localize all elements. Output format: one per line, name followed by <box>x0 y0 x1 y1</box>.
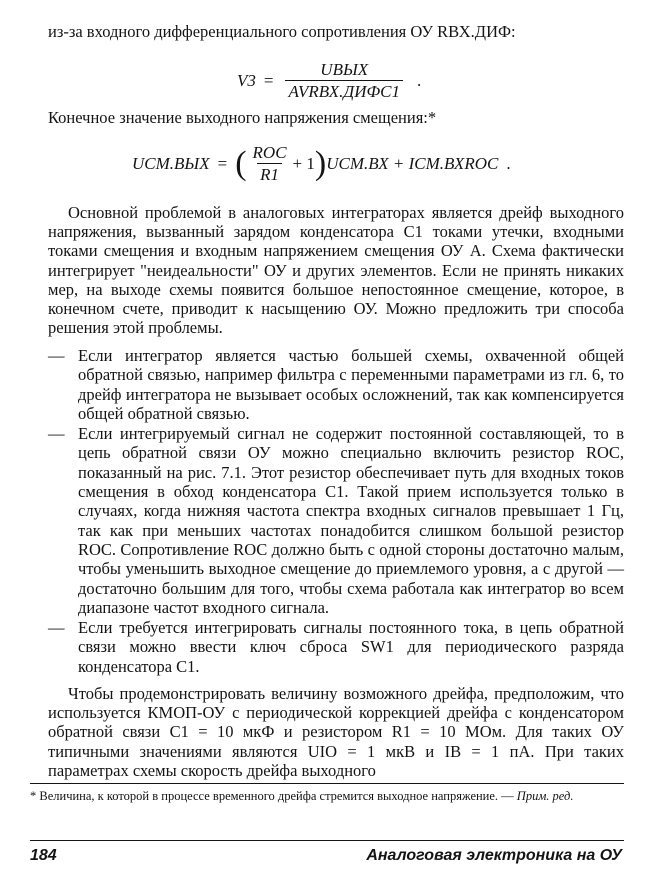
list-item <box>48 346 624 423</box>
list-dash: — <box>48 346 65 365</box>
solutions-list <box>48 346 624 677</box>
footnote-divider <box>30 783 624 784</box>
final-value-line: Конечное значение выходного напряжения смещения:* <box>48 108 437 127</box>
list-item-text: Если требуется интегрировать сигналы постоянного тока, в цепь обратной связи можно ввести ключ сброса SW1 для периодического разряда конденсатора C1. <box>78 618 624 676</box>
formula-ucm-numerator: ROC <box>252 143 287 162</box>
list-item-text: Если интегрируемый сигнал не содержит постоянной составляющей, то в цепь обратной связи ОУ можно специально включить резистор ROC, показанный на рис. 7.1. Этот резистор обеспечивает путь для входных токов смещения в обход конденсатора C1. Такой прием используется только в случаях, когда нижняя частота спектра входных сигналов превышает 1 Гц, так как при меньших частотах понадобится слишком большой резистор ROC. Сопротивление ROC должно быть с одной стороны достаточно малым, чтобы уменьшить выходное смещение до приемлемого уровня, а с другой — достаточно большим для того, чтобы схема работала как интегратор во всем диапазоне частот входного сигнала. <box>78 424 624 617</box>
intro-line: из-за входного дифференциального сопротивления ОУ RВХ.ДИФ: <box>48 22 516 41</box>
running-head: Аналоговая электроника на ОУ <box>366 847 622 864</box>
formula-ucm-plus-one: + 1 <box>292 154 315 173</box>
footnote-mark: * <box>30 789 37 803</box>
list-item <box>48 618 624 676</box>
formula-ucm <box>132 143 511 185</box>
formula-ucm-denominator: R1 <box>257 163 282 185</box>
page-number: 184 <box>30 847 57 864</box>
formula-v3 <box>237 60 421 102</box>
list-item-text: Если интегратор является частью большей схемы, охваченной общей обратной связью, например фильтра с переменными параметрами из гл. 6, то дрейф интегратора не вызывает особых осложнений, так как компенсируется общей обратной связью. <box>78 346 624 423</box>
formula-v3-lhs: V3 <box>237 71 256 90</box>
formula-v3-equals: = <box>263 71 274 90</box>
formula-v3-numerator: UВЫХ <box>320 60 369 79</box>
formula-v3-fraction <box>285 60 403 102</box>
formula-ucm-close-paren: ) <box>314 145 327 182</box>
paragraph-main-problem: Основной проблемой в аналоговых интеграторах является дрейф выходного напряжения, вызванный зарядом конденсатора C1 токами утечки, входными токами смещения и входным напряжением смещения ОУ A. Схема фактически интегрирует "неидеальности" ОУ и других элементов. Если не принять никаких мер, на выходе схемы появится большое непостоянное смещение, которое, в конечном счете, приводит к насыщению ОУ. Можно предложить три способа решения этой проблемы. <box>48 203 624 338</box>
formula-ucm-tail: UСМ.ВХ + IСМ.ВХROC <box>326 154 499 173</box>
formula-ucm-lhs: UСМ.ВЫХ <box>132 154 210 173</box>
page-footer-divider <box>30 840 624 841</box>
formula-ucm-open-paren: ( <box>235 145 247 182</box>
formula-ucm-equals: = <box>217 154 228 173</box>
formula-v3-denominator: AVRВХ.ДИФC1 <box>285 80 403 102</box>
footnote-text: Величина, к которой в процессе временного дрейфа стремится выходное напряжение. — <box>39 789 514 803</box>
footnote-editor-note: Прим. ред. <box>516 789 574 803</box>
list-item <box>48 424 624 617</box>
list-dash: — <box>48 618 65 638</box>
formula-ucm-trail: . <box>506 154 511 173</box>
formula-v3-trail: . <box>417 71 422 90</box>
formula-ucm-fraction <box>250 143 290 185</box>
footnote <box>30 788 620 804</box>
paragraph-drift-example: Чтобы продемонстрировать величину возможного дрейфа, предположим, что используется КМОП-ОУ с периодической коррекцией дрейфа с конденсатором обратной связи C1 = 10 мкФ и резистором R1 = 10 МОм. Для таких ОУ типичными значениями являются UIO = 1 мкВ и IB = 1 пА. При таких параметрах схемы скорость дрейфа выходного <box>48 684 624 780</box>
list-dash: — <box>48 424 65 444</box>
